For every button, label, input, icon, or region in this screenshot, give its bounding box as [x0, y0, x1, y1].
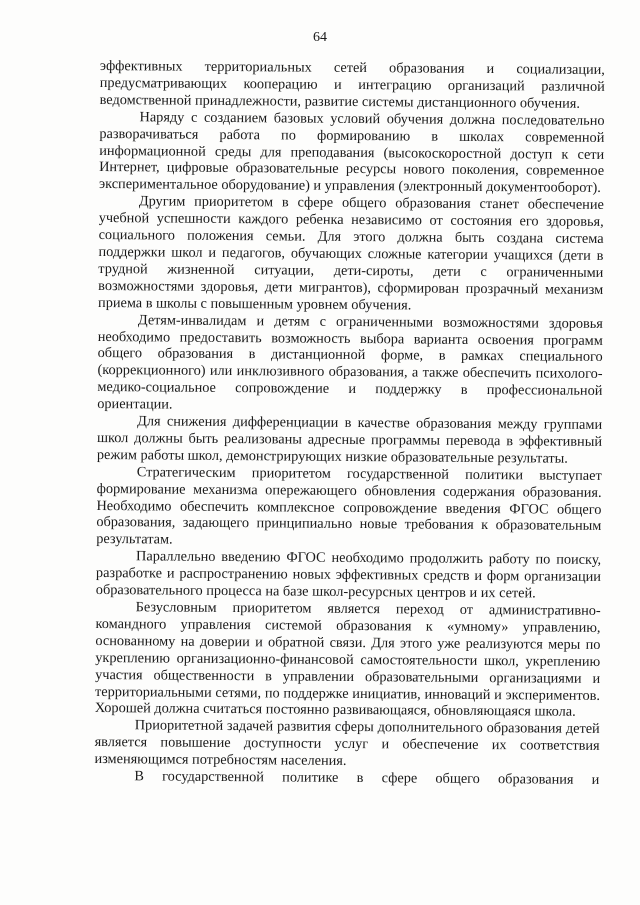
- paragraph: В государственной политике в сфере общего образования и: [134, 768, 600, 789]
- paragraph: Стратегическим приоритетом государственной политики выступает формирование механизма опережающего обновления содержания образования. Необходимо обеспечить комплексное сопровождение введения ФГОС общего образования, задающего принципиально новые требования к образовательным результатам.: [96, 464, 602, 548]
- paragraph: Для снижения дифференциации в качестве образования между группами школ должны быть реализованы адресные программы перевода в эффективный режим работы школ, демонстрирующих низкие образовательные результаты.: [96, 413, 603, 467]
- page-number: 64: [313, 30, 327, 45]
- paragraph: Другим приоритетом в сфере общего образования станет обеспечение учебной успешности каждого ребенка независимо от состояния его здоровья, социального положения семьи. Для этого должна быть создана система поддержки школ и педагогов, обучающих сложные категории учащихся (дети в трудной жизненной ситуации, дети-сироты, дети с ограниченными возможностями здоровья, дети мигрантов), сформирован прозрачный механизм приема в школы с повышенным уровнем обучения.: [98, 193, 604, 314]
- paragraph: Приоритетной задачей развития сферы дополнительного образования детей является повышение доступности услуг и обеспечение их соответствия изменяющимся потребностям населения.: [94, 717, 600, 770]
- paragraph: Наряду с созданием базовых условий обучения должна последовательно разворачиваться работа по формированию в школах современной информационной среды для преподавания (высокоскоростной доступ к сети Интернет, цифровые образовательные ресурсы нового поколения, современное экспериментальное оборудование) и управления (электронный документооборот).: [98, 109, 605, 197]
- paragraph: Параллельно введению ФГОС необходимо продолжить работу по поиску, разработке и распространению новых эффективных средств и форм организации образовательного процесса на базе школ-ресурсных центров и их сетей.: [95, 548, 602, 602]
- body-text: [94, 58, 605, 789]
- paragraph: Безусловным приоритетом является переход от административно-командного управления системой образования к «умному» управлению, основанному на доверии и обратной связи. Для этого уже реализуются меры по укреплению организационно-финансовой самостоятельности школ, укреплению участия общественности в управлении образовательными организациями и территориальными сетями, по поддержке инициатив, инноваций и экспериментов. Хорошей должна считаться постоянно развивающаяся, обновляющаяся школа.: [94, 599, 601, 721]
- paragraph: Детям-инвалидам и детям с ограниченными возможностями здоровья необходимо предоставить возможность выбора варианта освоения программ общего образования в дистанционной форме, в рамках специального (коррекционного) или инклюзивного образования, а также обеспечить психолого-медико-социальное сопровождение и поддержку в профессиональной ориентации.: [97, 311, 603, 413]
- paragraph: эффективных территориальных сетей образования и социализации, предусматривающих кооперацию и интеграцию организаций различной ведомственной принадлежности, развитие системы дистанционного обучения.: [99, 58, 605, 112]
